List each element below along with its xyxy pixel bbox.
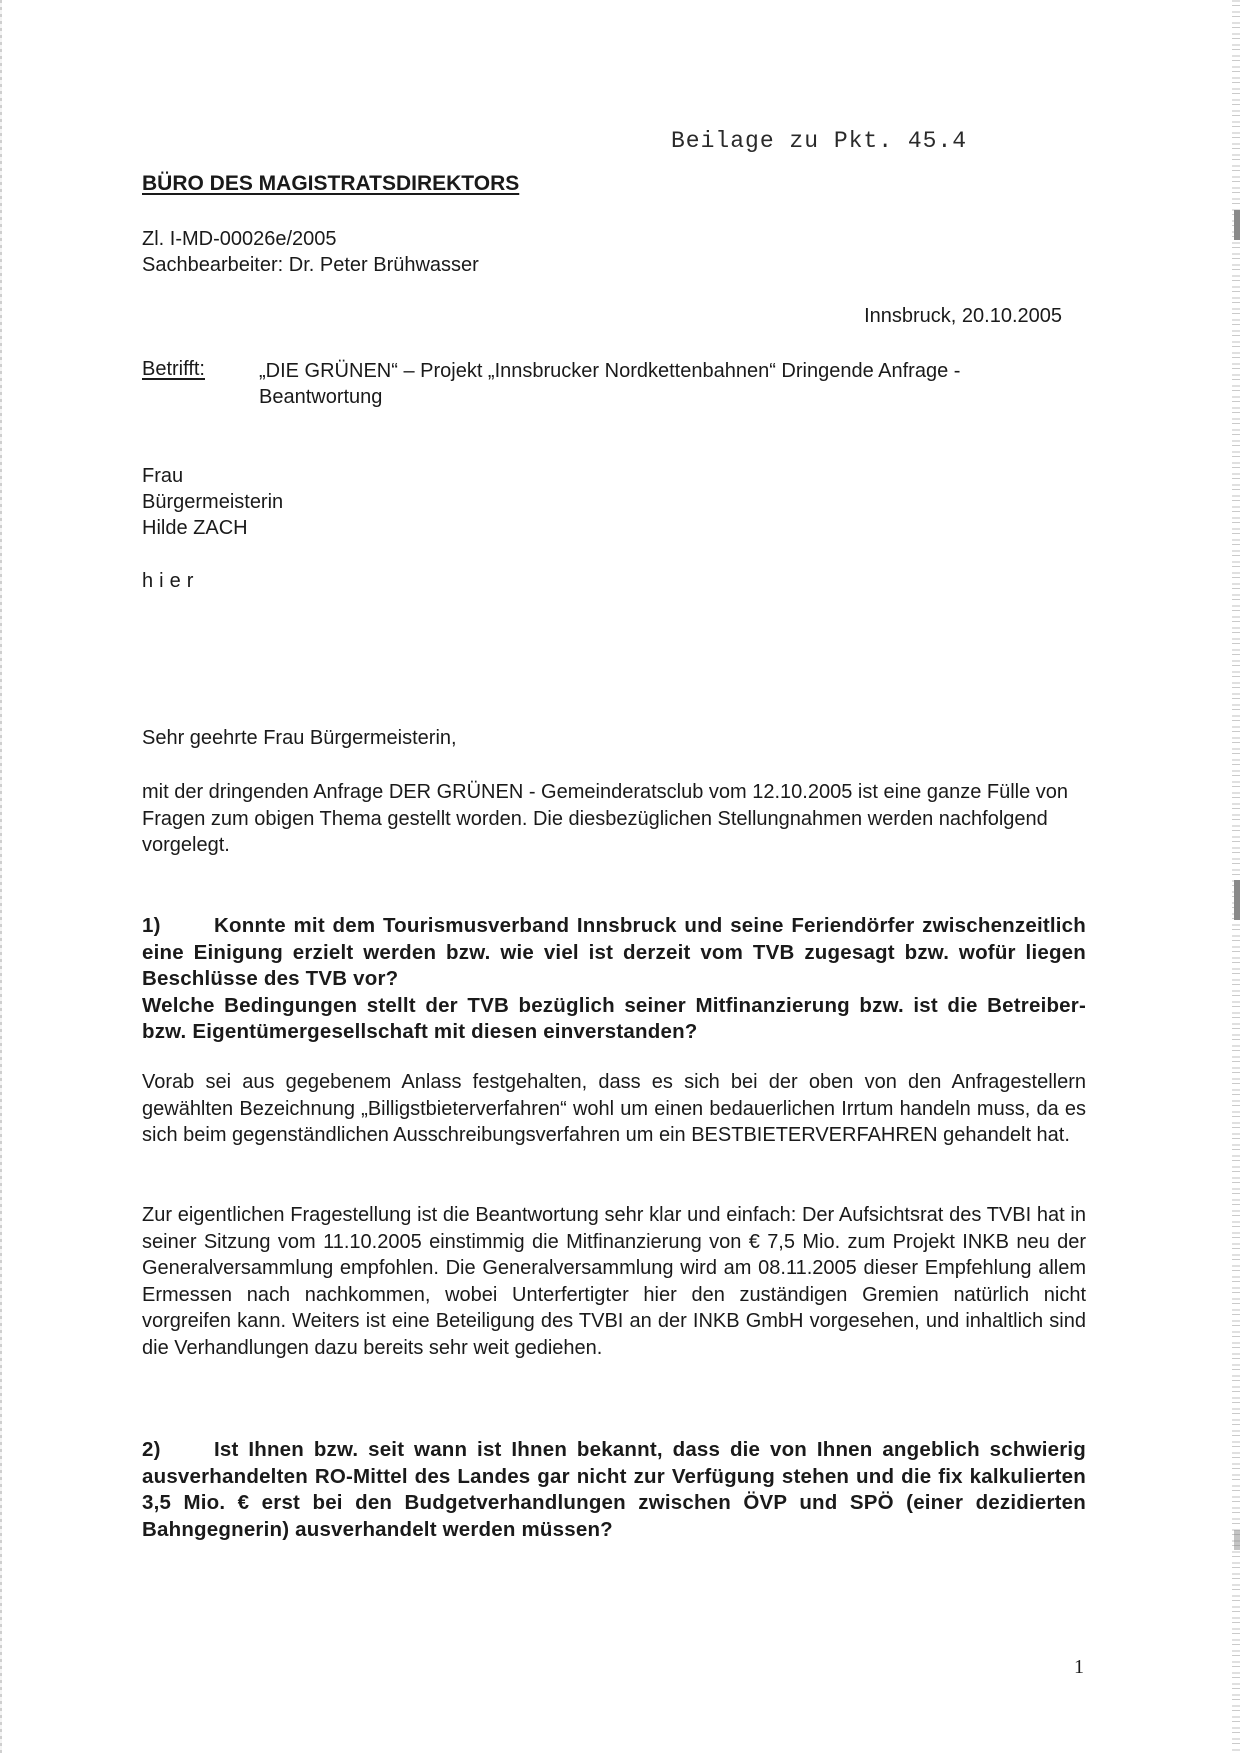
question-number: 1) [142,914,161,937]
scan-edge-left [0,0,2,1753]
recipient-line: Bürgermeisterin [142,491,284,513]
place-date: Innsbruck, 20.10.2005 [864,305,1062,327]
recipient-address [142,463,283,541]
scan-mark [1234,880,1240,920]
answer-1-paragraph-1: Vorab sei aus gegebenem Anlass festgehalten, dass es sich bei der oben von den Anfragestellern gewählten Bezeichnung „Billigstbieterverfahren“ wohl um einen bedauerlichen Irrtum handeln muss, da es sich beim gegenständlichen Ausschreibungsverfahren um ein BESTBIETERVERFAHREN gehandelt hat. [142,1071,1086,1146]
here-note: hier [142,570,200,592]
question-1-text-2: Welche Bedingungen stellt der TVB bezüglich seiner Mitfinanzierung bzw. ist die Betreiber- bzw. Eigentümergesellschaft mit diesen einverstanden? [142,993,1086,1043]
question-2-text: Ist Ihnen bzw. seit wann ist Ihnen bekannt, dass die von Ihnen angeblich schwierig ausverhandelten RO-Mittel des Landes gar nicht zur Verfügung stehen und die fix kalkulierten 3,5 Mio. € erst bei den Budgetverhandlungen zwischen ÖVP und SPÖ (einer dezidierten Bahngegnerin) ausverhandelt werden müssen? [142,1438,1086,1541]
intro-paragraph: mit der dringenden Anfrage DER GRÜNEN - Gemeinderatsclub vom 12.10.2005 ist eine ganze Fülle von Fragen zum obigen Thema gestellt worden. Die diesbezüglichen Stellungnahmen werden nachfolgend vorgelegt. [142,781,1069,856]
recipient-line: Hilde ZACH [142,517,248,539]
question-1-text: 1) Konnte mit dem Tourismusverband Innsbruck und seine Feriendörfer zwischenzeitlich eine Einigung erzielt werden bzw. wie viel ist derzeit vom TVB zugesagt bzw. wofür liegen Beschlüsse des TVB vor? [142,914,1086,990]
question-1 [142,913,1086,1046]
reference-number: Zl. I-MD-00026e/2005 [142,228,337,250]
recipient-line: Frau [142,465,184,487]
answer-1-paragraph-2: Zur eigentlichen Fragestellung ist die Beantwortung sehr klar und einfach: Der Aufsichtsrat des TVBI hat in seiner Sitzung vom 11.10.2005 einstimmig die Mitfinanzierung von € 7,5 Mio. zum Projekt INKB neu der Generalversammlung empfohlen. Die Generalversammlung wird am 08.11.2005 dieser Empfehlung allem Ermessen nach nachkommen, wobei Unterfertigter hier den zuständigen Gremien natürlich nicht vorgreifen kann. Weiters ist eine Beteiligung des TVBI an der INKB GmbH vorgesehen, und inhaltlich sind die Verhandlungen dazu bereits sehr weit gediehen. [142,1204,1086,1359]
scan-mark [1234,210,1240,240]
scan-edge-right [1232,0,1240,1753]
salutation: Sehr geehrte Frau Bürgermeisterin, [142,727,457,749]
question-number: 2) [142,1438,161,1461]
reference-block [142,226,479,278]
subject-label: Betrifft: [142,358,205,380]
attachment-stamp: Beilage zu Pkt. 45.4 [671,128,968,154]
question-2 [142,1437,1086,1543]
clerk-name: Sachbearbeiter: Dr. Peter Brühwasser [142,254,479,276]
office-heading: BÜRO DES MAGISTRATSDIREKTORS [142,172,520,195]
page-number: 1 [1074,1656,1084,1678]
subject-text: „DIE GRÜNEN“ – Projekt „Innsbrucker Nordkettenbahnen“ Dringende Anfrage - Beantwortung [259,360,961,408]
scan-mark [1234,1530,1240,1550]
